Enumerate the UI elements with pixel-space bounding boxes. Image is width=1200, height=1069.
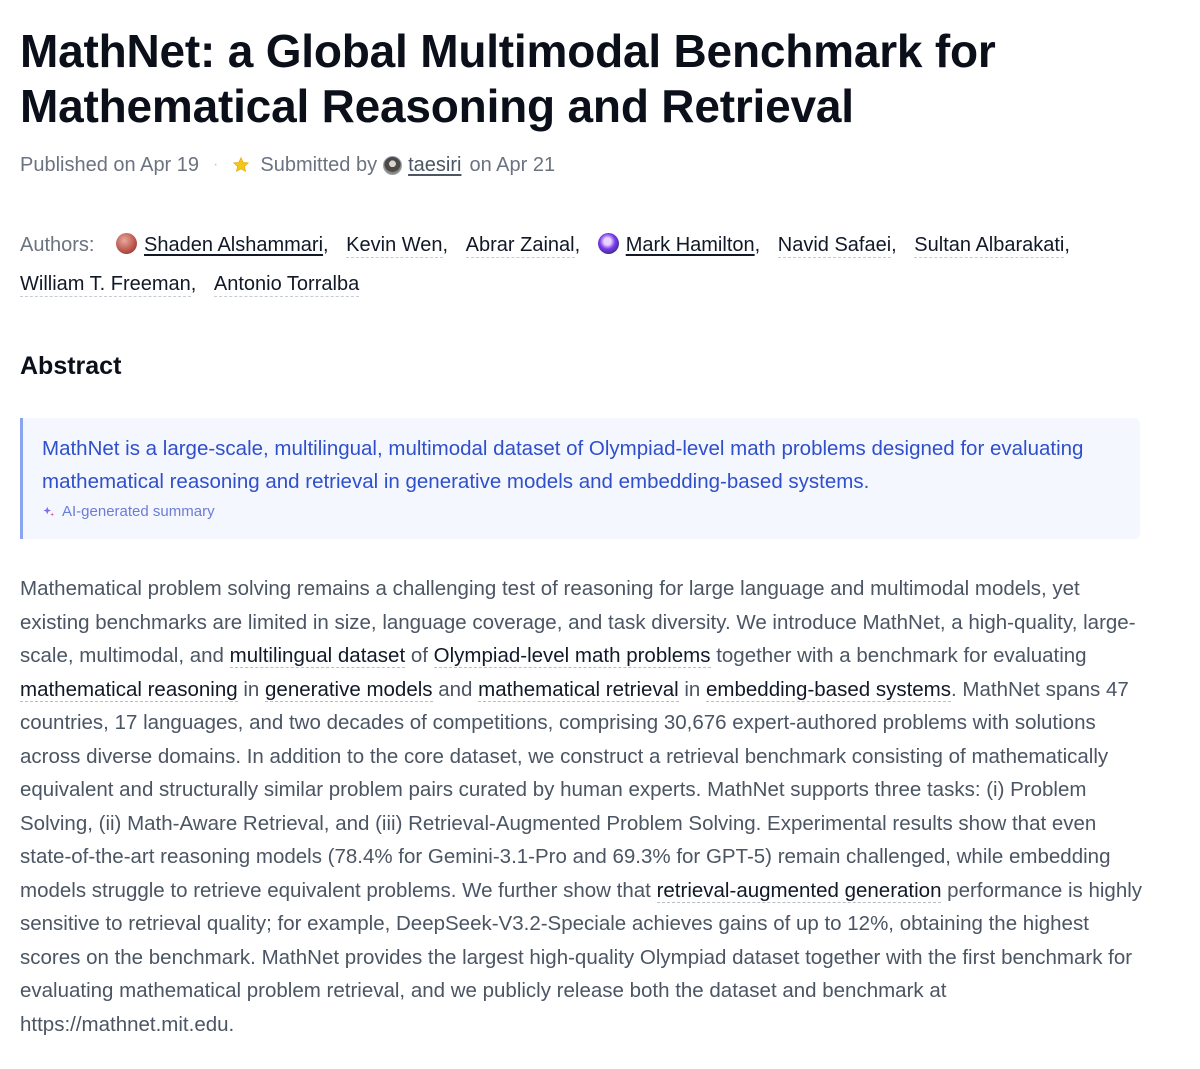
meta-separator: ·	[213, 156, 219, 173]
submitter-link[interactable]: taesiri	[408, 153, 462, 176]
abstract-text: together with a benchmark for evaluating	[710, 644, 1087, 667]
author-name[interactable]: Abrar Zainal	[465, 234, 575, 256]
author-name[interactable]: William T. Freeman	[20, 273, 191, 295]
abstract-keyword[interactable]: embedding-based systems	[706, 677, 952, 701]
paper-meta	[20, 150, 555, 180]
abstract-keyword[interactable]: multilingual dataset	[229, 644, 406, 667]
abstract-heading: Abstract	[20, 352, 122, 380]
author-avatar	[598, 233, 619, 254]
star-icon	[232, 156, 250, 174]
author-name[interactable]: Mark Hamilton	[625, 234, 755, 256]
author-name[interactable]: Antonio Torralba	[213, 273, 360, 295]
ai-summary-box	[20, 418, 1140, 539]
author-avatar	[116, 233, 137, 254]
author-name[interactable]: Kevin Wen	[346, 234, 443, 256]
abstract-text: in	[678, 677, 707, 701]
author-item[interactable]: Sultan Albarakati,	[914, 234, 1070, 256]
sparkle-icon	[42, 505, 56, 519]
abstract-text: in	[237, 677, 266, 701]
author-name[interactable]: Navid Safaei	[777, 234, 892, 256]
author-item[interactable]: Kevin Wen,	[346, 234, 449, 256]
abstract-body	[20, 572, 1145, 1041]
authors-list	[20, 226, 1150, 304]
published-date: Published on Apr 19	[20, 153, 200, 176]
submitter-avatar[interactable]	[383, 156, 402, 175]
author-item[interactable]: Shaden Alshammari,	[116, 226, 337, 265]
abstract-keyword[interactable]: mathematical reasoning	[20, 677, 238, 701]
submitted-by-label: Submitted by	[260, 153, 378, 176]
author-item[interactable]: Abrar Zainal,	[465, 234, 581, 256]
author-name[interactable]: Sultan Albarakati	[914, 234, 1065, 256]
abstract-text: Mathematical problem solving remains a challenging test of reasoning for large language and multimodal models, yet existing benchmarks are limited in size, language coverage, and task diversity. We introduce MathNet, a high-quality, large-scale, multimodal, and	[20, 577, 1136, 667]
ai-summary-text: MathNet is a large-scale, multilingual, multimodal dataset of Olympiad-level math problems designed for evaluating mathematical reasoning and retrieval in generative models and embedding-based systems.	[42, 437, 1084, 493]
abstract-text: of	[405, 644, 434, 667]
author-item[interactable]	[214, 265, 359, 304]
author-name[interactable]: Shaden Alshammari	[144, 234, 324, 256]
ai-summary-note	[42, 503, 1120, 520]
author-item[interactable]: William T. Freeman,	[20, 273, 197, 295]
abstract-keyword[interactable]: mathematical retrieval	[478, 677, 679, 701]
abstract-keyword[interactable]: retrieval-augmented generation	[656, 878, 942, 902]
submitted-date: on Apr 21	[469, 153, 556, 176]
author-item[interactable]: Mark Hamilton,	[598, 226, 768, 265]
abstract-keyword[interactable]: Olympiad-level math problems	[433, 644, 711, 667]
abstract-text: performance is highly sensitive to retrieval quality; for example, DeepSeek-V3.2-Speciale achieves gains of up to 12%, obtaining the highest scores on the benchmark. MathNet provides the largest high-quality Olympiad dataset together with the first benchmark for evaluating mathematical problem retrieval, and we publicly release both the dataset and benchmark at https://mathnet.mit.edu.	[20, 878, 1143, 1036]
abstract-keyword[interactable]: generative models	[265, 677, 433, 701]
author-item[interactable]: Navid Safaei,	[777, 234, 897, 256]
abstract-text: and	[432, 677, 479, 701]
abstract-text: . MathNet spans 47 countries, 17 languages, and two decades of competitions, comprising 30,676 expert-authored problems with solutions across diverse domains. In addition to the core dataset, we construct a retrieval benchmark consisting of mathematically equivalent and structurally similar problem pairs curated by human experts. MathNet supports three tasks: (i) Problem Solving, (ii) Math-Aware Retrieval, and (iii) Retrieval-Augmented Problem Solving. Experimental results show that even state-of-the-art reasoning models (78.4% for Gemini-3.1-Pro and 69.3% for GPT-5) remain challenged, while embedding models struggle to retrieve equivalent problems. We further show that	[20, 677, 1129, 902]
authors-label: Authors:	[20, 234, 95, 256]
ai-summary-label: AI-generated summary	[62, 503, 215, 520]
paper-title: MathNet: a Global Multimodal Benchmark for Mathematical Reasoning and Retrieval	[20, 25, 996, 132]
